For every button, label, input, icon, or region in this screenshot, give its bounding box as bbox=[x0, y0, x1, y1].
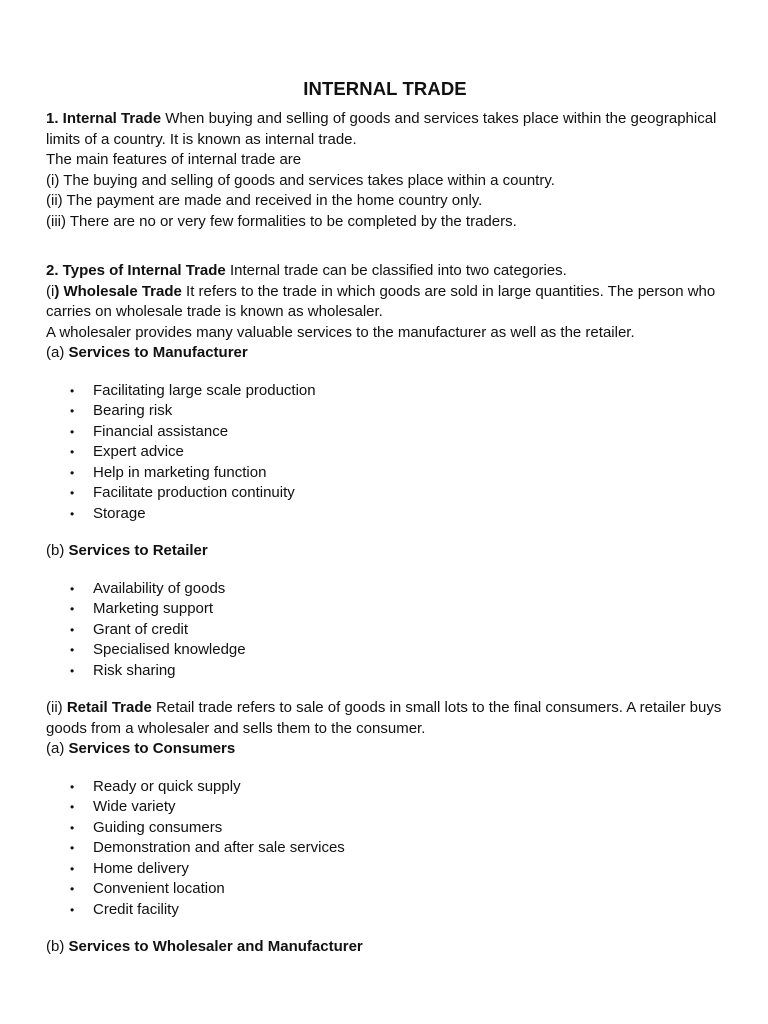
list-item: • Expert advice bbox=[93, 442, 724, 463]
list-item: • Marketing support bbox=[93, 599, 724, 620]
list-item: • Grant of credit bbox=[93, 620, 724, 641]
services-retailer-heading: (b) Services to Retailer bbox=[46, 542, 208, 559]
retail-heading: Retail Trade bbox=[66, 699, 152, 716]
services-wholesaler-manufacturer-heading: (b) Services to Wholesaler and Manufacturer bbox=[46, 938, 363, 955]
wholesale-services-intro: A wholesaler provides many valuable services to the manufacturer as well as the retailer. bbox=[46, 323, 635, 341]
features-intro: The main features of internal trade are bbox=[46, 151, 302, 168]
retailer-services-list bbox=[46, 579, 724, 682]
retail-definition: (ii) Retail Trade Retail trade refers to sale of goods in small lots to the final consumers. A retailer buys goods from a wholesaler and sells them to the consumer. bbox=[46, 699, 722, 737]
list-item: • Help in marketing function bbox=[93, 463, 724, 484]
types-intro: 2. Types of Internal Trade Internal trade can be classified into two categories. bbox=[46, 262, 567, 279]
list-item: • Facilitating large scale production bbox=[93, 381, 724, 402]
list-item: • Bearing risk bbox=[93, 401, 724, 422]
list-item: • Risk sharing bbox=[93, 661, 724, 682]
document-title: INTERNAL TRADE bbox=[303, 78, 467, 99]
consumer-services-list bbox=[46, 777, 724, 921]
list-item: • Convenient location bbox=[93, 879, 724, 900]
list-item: • Wide variety bbox=[93, 797, 724, 818]
manufacturer-services-list bbox=[46, 381, 724, 525]
section-2-heading: 2. Types of Internal Trade bbox=[46, 262, 226, 279]
feature-item: (iii) There are no or very few formalities to be completed by the traders. bbox=[46, 212, 517, 230]
feature-item: (ii) The payment are made and received in the home country only. bbox=[46, 192, 483, 209]
services-consumers-heading: (a) Services to Consumers bbox=[46, 740, 236, 757]
list-item: • Storage bbox=[93, 504, 724, 525]
list-item: • Facilitate production continuity bbox=[93, 483, 724, 504]
internal-trade-definition: 1. Internal Trade When buying and selling of goods and services takes place within the geographical limits of a country. It is known as internal trade. bbox=[46, 110, 717, 148]
wholesale-heading: ) Wholesale Trade bbox=[54, 282, 182, 300]
services-manufacturer-heading: (a) Services to Manufacturer bbox=[46, 344, 248, 361]
wholesale-definition: (i) Wholesale Trade It refers to the trade in which goods are sold in large quantities. The person who carries on wholesale trade is known as wholesaler. bbox=[46, 282, 716, 320]
list-item: • Credit facility bbox=[93, 900, 724, 921]
list-item: • Guiding consumers bbox=[93, 818, 724, 839]
list-item: • Availability of goods bbox=[93, 579, 724, 600]
list-item: • Specialised knowledge bbox=[93, 640, 724, 661]
list-item: • Financial assistance bbox=[93, 422, 724, 443]
list-item: • Ready or quick supply bbox=[93, 777, 724, 798]
section-1-heading: 1. Internal Trade bbox=[46, 110, 162, 127]
list-item: • Demonstration and after sale services bbox=[93, 838, 724, 859]
list-item: • Home delivery bbox=[93, 859, 724, 880]
feature-item: (i) The buying and selling of goods and services takes place within a country. bbox=[46, 171, 555, 189]
